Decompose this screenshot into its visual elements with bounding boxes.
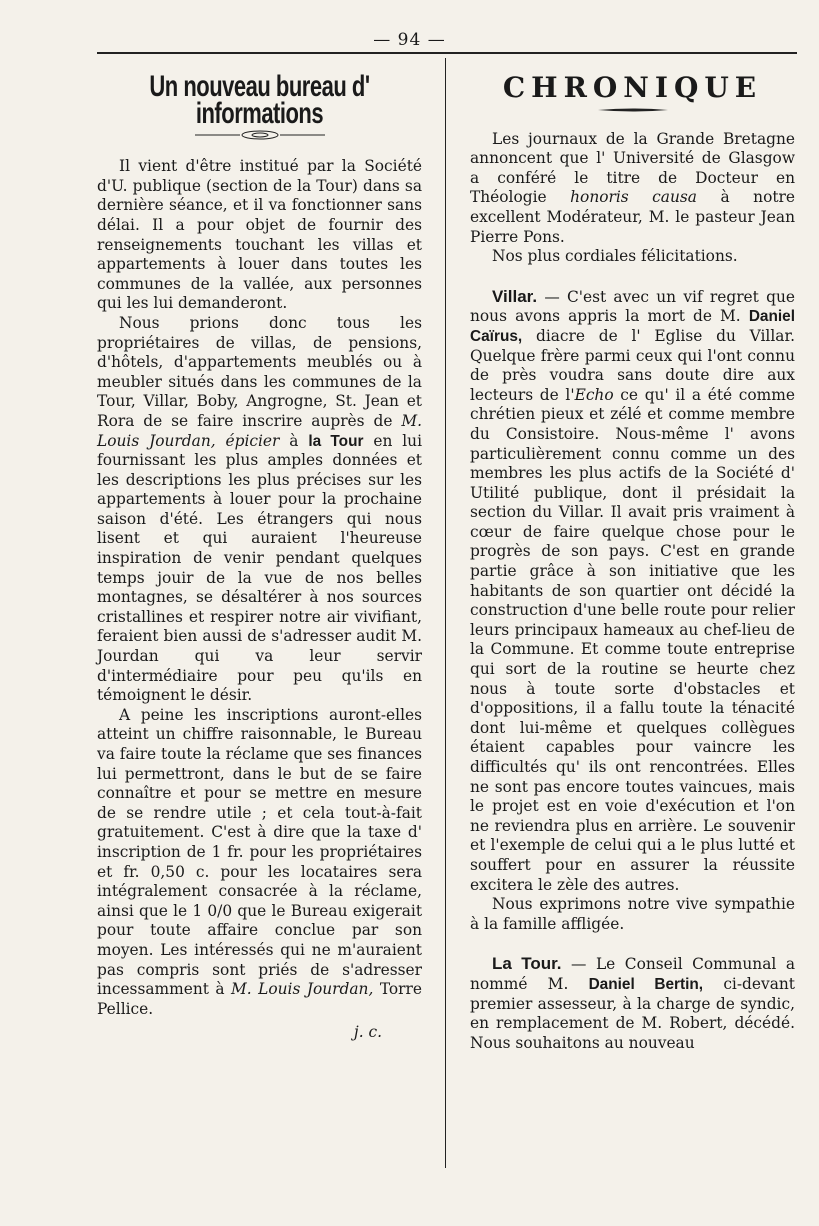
paragraph: A peine les inscriptions auront-elles atteint un chiffre raisonnable, le Bureau va faire toute la réclame que ses finances lui permettront, dans le but de se faire connaître et pour se mettre en mesure de se rendre utile ; et cela tout-à-fait gratuitement. C'est à dire que la taxe d' inscription de 1 fr. pour les propriétaires et fr. 0,50 c. pour les locataires sera intégralement consacrée à la réclame, ainsi que le 1 0/0 que le Bureau exigerait pour toute affaire conclue par son moyen. Les intéressés qui ne m'auraient pas compris sont priés de s'adresser incessamment à M. Louis Jourdan, Torre Pellice. — [97, 705, 422, 1018]
column-divider — [445, 58, 446, 1168]
paragraph: Nous exprimons notre vive sympathie à la famille affligée. — [470, 895, 795, 933]
article-title: Un nouveau bureau d' informations — [149, 69, 370, 130]
paragraph: La Tour. — Le Conseil Communal a nommé M. Daniel Bertin, ci-devant premier assesseur, à la charge de syndic, en remplacement de M. Robert, décédé. Nous souhaitons au nouveau — [470, 954, 795, 1052]
ornament-divider — [97, 129, 422, 141]
left-column — [97, 62, 422, 1043]
paragraph: Nos plus cordiales félicitations. — [492, 247, 738, 266]
page-number: — 94 — — [373, 30, 446, 50]
signature: j. c. — [353, 1023, 382, 1042]
header-rule — [97, 52, 797, 54]
paragraph: Villar. — C'est avec un vif regret que nous avons appris la mort de M. Daniel Caïrus, diacre de l' Eglise du Villar. Quelque frère parmi ceux qui l'ont connu de près voudra sans doute dire aux lecteurs de l'Echo ce qu' il a été comme chrétien pieux et zélé et comme membre du Consistoire. Nous-même l' avons particulièrement connu comme un des membres les plus actifs de la Société d' Utilité publique, dont il présidait la section du Villar. Il avait pris vraiment à cœur de faire quelque chose pour le progrès de son pays. C'est en grande partie grâce à son initiative que les habitants de son quartier ont décidé la construction d'une belle route pour relier leurs principaux hameaux au chef-lieu de la Commune. Et comme toute entreprise qui sort de la routine se heurte chez nous à toute sorte d'obstacles et d'oppositions, il a fallu toute la ténacité dont lui-même et quelques collègues étaient capables pour vaincre les difficultés qu' ils ont rencontrées. Elles ne sont pas encore toutes vaincues, mais le projet est en voie d'exécution et l'on ne reviendra plus en arrière. Le souvenir et l'exemple de celui qui a le plus lutté et souffert pour en assurer la réussite excitera le zèle des autres. — [470, 286, 795, 894]
paragraph: Nous prions donc tous les propriétaires de villas, de pensions, d'hôtels, d'appartements meublés ou à meubler situés dans les communes de la Tour, Villar, Boby, Angrogne, St. Jean et Rora de se faire inscrire auprès de M. Louis Jourdan, épicier à la Tour en lui fournissant les plus amples données et les descriptions les plus précises sur les appartements à louer pour la prochaine saison d'été. Les étrangers qui nous lisent et qui auraient l'heureuse inspiration de venir pendant quelques temps jouir de la vue de nos belles montagnes, se désaltérer à nos sources cristallines et respirer notre air vivifiant, feraient bien aussi de s'adresser audit M. Jourdan qui va leur servir d'intermédiaire pour peu qu'ils en témoignent le désir. — [97, 313, 422, 705]
right-column — [470, 62, 795, 1053]
section-title: CHRONIQUE — [502, 71, 763, 104]
ornament-divider — [470, 106, 795, 114]
paragraph: Il vient d'être institué par la Société d'U. publique (section de la Tour) dans sa dernière séance, et il va fonctionner sans délai. Il a pour objet de fournir des renseignements touchant les villas et appartements à louer dans toutes les communes de la vallée, aux personnes qui les lui demanderont. — [97, 157, 422, 313]
paragraph: Les journaux de la Grande Bretagne annoncent que l' Université de Glasgow a conféré le titre de Docteur en Théologie honoris causa à notre excellent Modérateur, M. le pasteur Jean Pierre Pons. — [470, 129, 795, 246]
